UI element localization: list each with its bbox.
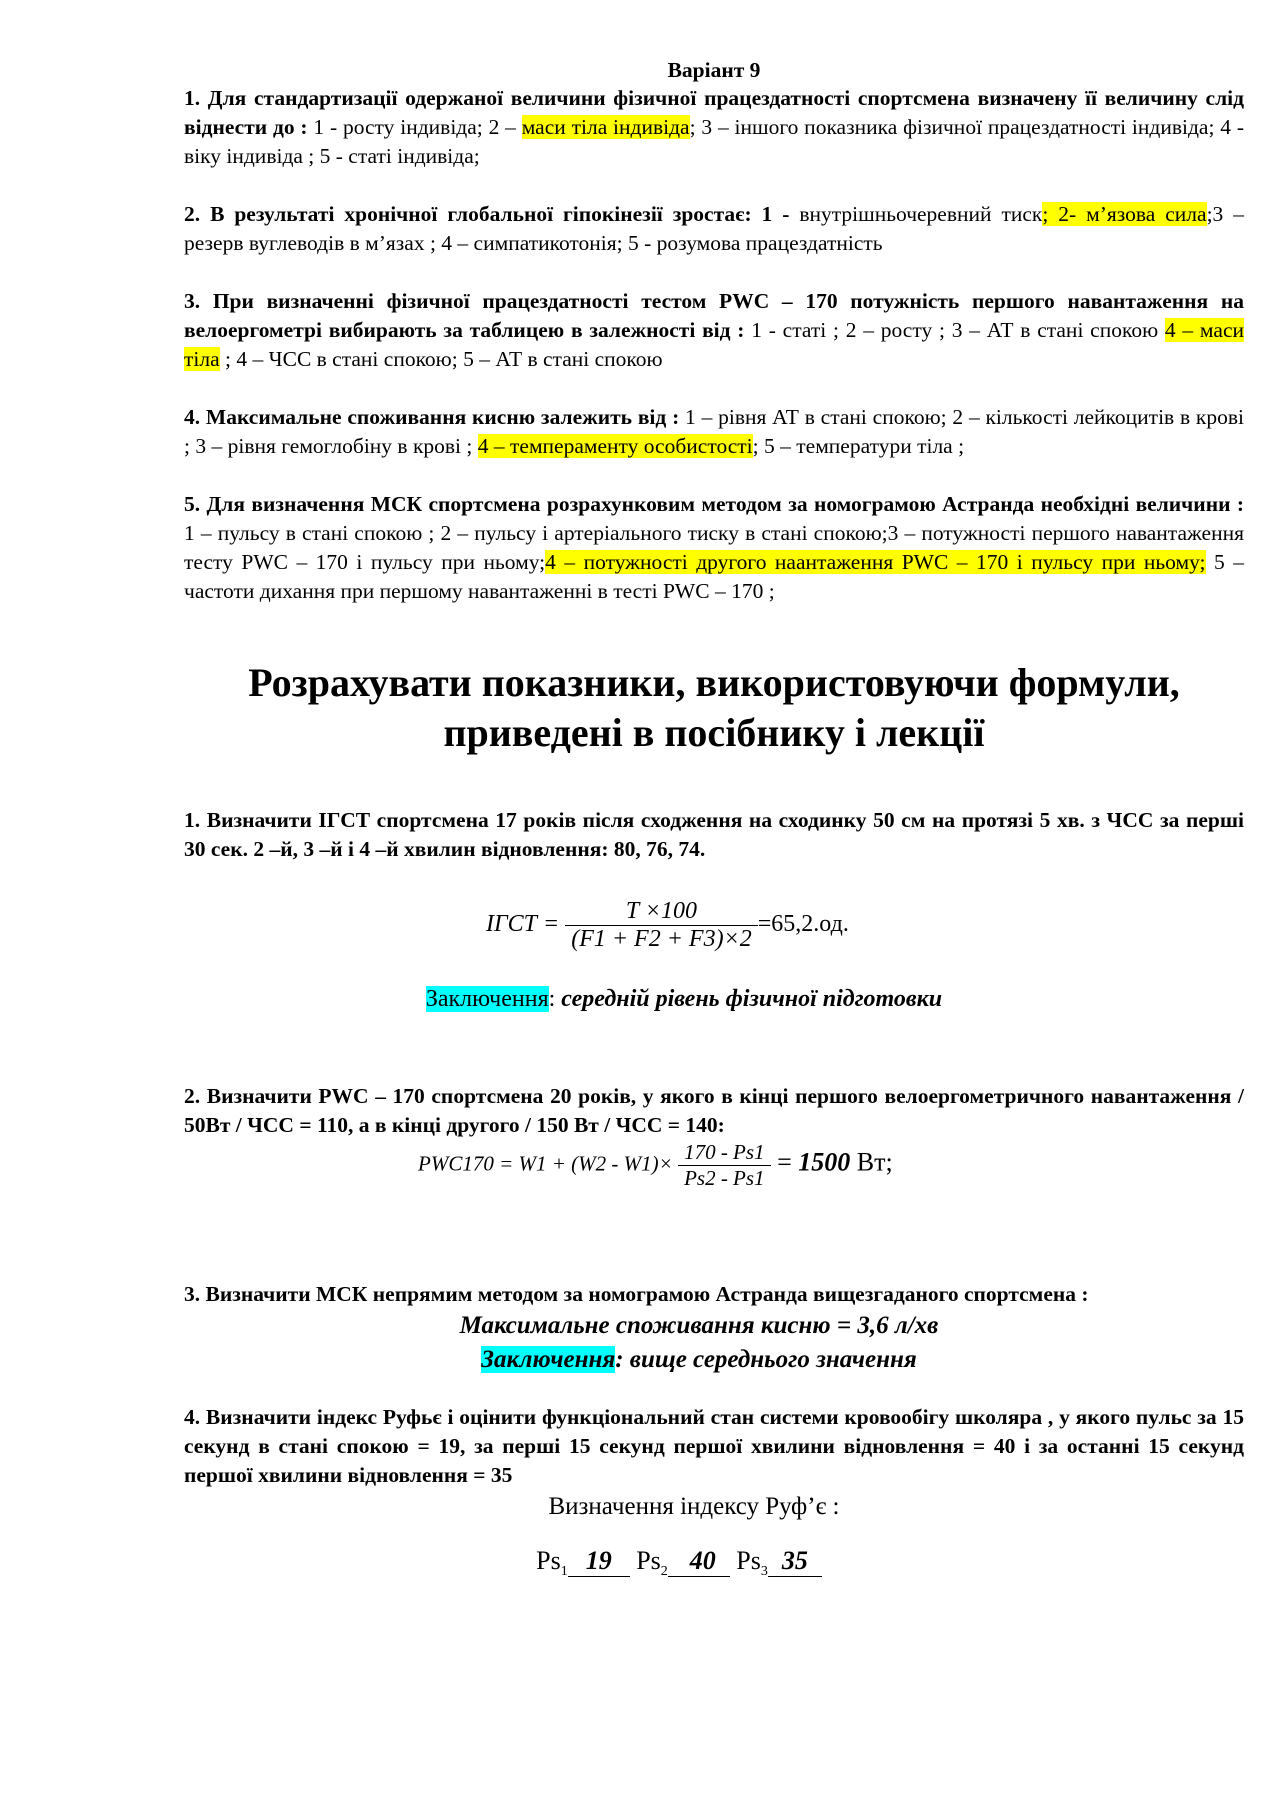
task-4-text: 4. Визначити індекс Руфьє і оцінити функціональний стан системи кровообігу школяра , у якого пульс за 15 секунд в стані спокою = 19, за перші 15 секунд першої хвилини відновлення = 40 і за останні 15 секунд першої хвилини відновлення = 35 — [184, 1405, 1244, 1487]
formula-pwc-fraction — [678, 1140, 771, 1191]
task-2-text: 2. Визначити PWC – 170 спортсмена 20 років, у якого в кінці першого велоергометричного навантаження / 50Вт / ЧСС = 110, а в кінці другого / 150 Вт / ЧСС = 140: — [184, 1084, 1244, 1137]
question-2-stem: 2. В результаті хронічної глобальної гіпокінезії зростає: 1 - — [184, 202, 790, 226]
formula-pwc-eq: = — [770, 1147, 799, 1177]
question-3-answer: 4 – маси тіла — [184, 318, 1244, 371]
task-3-conclusion-label: Заключення — [481, 1346, 616, 1373]
formula-pwc-value: 1500 — [798, 1147, 851, 1177]
question-1-options-b: ; 3 – іншого показника фізичної працездатності індивіда; 4 - віку індивіда ; 5 - статі індивіда; — [184, 115, 1244, 168]
task-1-text: 1. Визначити ІГСТ спортсмена 17 років після сходження на сходинку 50 см на протязі 5 хв. з ЧСС за перші 30 сек. 2 –й, 3 –й і 4 –й хвилин відновлення: 80, 76, 74. — [184, 808, 1244, 861]
question-4-stem: 4. Максимальне споживання кисню залежить від : — [184, 405, 680, 429]
question-1-stem: 1. Для стандартизації одержаної величини фізичної працездатності спортсмена визначену її величину слід віднести до : — [184, 86, 1244, 139]
task-3-result: Максимальне споживання кисню = 3,6 л/хв — [459, 1312, 939, 1339]
question-1 — [184, 84, 1244, 171]
question-4-options-b: ; 5 – температури тіла ; — [752, 434, 965, 458]
question-5-answer: 4 – потужності другого наантаження PWC – 170 і пульсу при ньому; — [545, 550, 1206, 574]
formula-igst-numerator: T ×100 — [565, 898, 758, 926]
question-2-answer: ; 2- м’язова сила — [1042, 202, 1207, 226]
task-1-conclusion-value: середній рівень фізичної підготовки — [561, 986, 943, 1012]
formula-igst-lhs: ІГСТ = — [486, 911, 560, 938]
question-4 — [184, 403, 1244, 461]
formula-igst-fraction — [565, 898, 758, 953]
question-3-stem: 3. При визначенні фізичної працездатності тестом PWC – 170 потужність першого навантаження на велоергометрі вибирають за таблицею в залежності від : — [184, 289, 1244, 342]
task-2-formula — [418, 1140, 893, 1191]
question-1-options-a: 1 - росту індивіда; 2 – — [307, 115, 522, 139]
question-5-stem: 5. Для визначення МСК спортсмена розрахунковим методом за номограмою Астранда необхідні величини : — [184, 492, 1244, 516]
ps1-value: 19 — [568, 1546, 630, 1577]
formula-pwc-denominator: Ps2 - Ps1 — [684, 1166, 765, 1190]
question-5 — [184, 490, 1244, 606]
task-3-conclusion-value: : вище середнього значення — [615, 1346, 917, 1373]
task-1-conclusion-label: Заключення — [425, 986, 549, 1012]
question-4-answer: 4 – темпераменту особистості — [477, 434, 753, 458]
question-2 — [184, 200, 1244, 258]
task-3-conclusion — [184, 1343, 1244, 1377]
question-2-options-b: ;3 – резерв вуглеводів в м’язах ; 4 – симпатикотонія; 5 - розумова працездатність — [184, 202, 1244, 255]
variant-title: Варіант 9 — [667, 58, 761, 82]
formula-pwc-lhs: PWC170 = W1 + (W2 - W1)× — [418, 1151, 673, 1176]
section-title: Розрахувати показники, використовуючи формули, приведені в посібнику і лекції — [248, 660, 1180, 755]
formula-igst-denominator: (F1 + F2 + F3)×2 — [571, 926, 752, 952]
question-3 — [184, 287, 1244, 374]
question-3-options-b: ; 4 – ЧСС в стані спокою; 5 – АТ в стані спокою — [219, 347, 663, 371]
task-4-subtitle: Визначення індексу Руф’є : — [548, 1493, 840, 1520]
question-5-options-b: 5 – частоти дихання при першому навантаженні в тесті PWC – 170 ; — [184, 550, 1244, 603]
task-1-conclusion-sep: : — [548, 986, 562, 1012]
task-1-formula — [486, 898, 849, 953]
ps3-sub: 3 — [760, 1564, 768, 1580]
formula-pwc-numerator: 170 - Ps1 — [678, 1140, 771, 1166]
ps3-value: 35 — [768, 1546, 822, 1577]
question-3-options-a: 1 - статі ; 2 – росту ; 3 – АТ в стані спокою — [744, 318, 1165, 342]
ps2-label: Ps — [636, 1546, 661, 1575]
formula-pwc-unit: Вт; — [850, 1147, 893, 1177]
question-5-options-a: 1 – пульсу в стані спокою ; 2 – пульсу і артеріального тиску в стані спокою;3 – потужності першого навантаження тесту PWC – 170 і пульсу при ньому; — [184, 521, 1244, 574]
ps1-sub: 1 — [560, 1564, 568, 1580]
task-3-text: 3. Визначити МСК непрямим методом за номограмою Астранда вищезгаданого спортсмена : — [184, 1282, 1089, 1306]
ps3-label: Ps — [736, 1546, 761, 1575]
ps2-value: 40 — [668, 1546, 730, 1577]
task-2-formula-area — [184, 1140, 1244, 1280]
question-1-answer: маси тіла індивіда — [521, 115, 690, 139]
question-4-options-a: 1 – рівня АТ в стані спокою; 2 – кількості лейкоцитів в крові ; 3 – рівня гемоглобіну в крові ; — [184, 405, 1244, 458]
ps2-sub: 2 — [660, 1564, 668, 1580]
ps1-label: Ps — [536, 1546, 561, 1575]
question-2-options-a: внутрішньочеревний тиск — [789, 202, 1043, 226]
task-1-formula-area — [184, 864, 1244, 986]
ruffier-pulse-values — [184, 1546, 1244, 1580]
document-page — [184, 58, 1244, 1580]
formula-igst-result: =65,2.од. — [757, 911, 849, 938]
task-1-conclusion — [184, 986, 1244, 1013]
